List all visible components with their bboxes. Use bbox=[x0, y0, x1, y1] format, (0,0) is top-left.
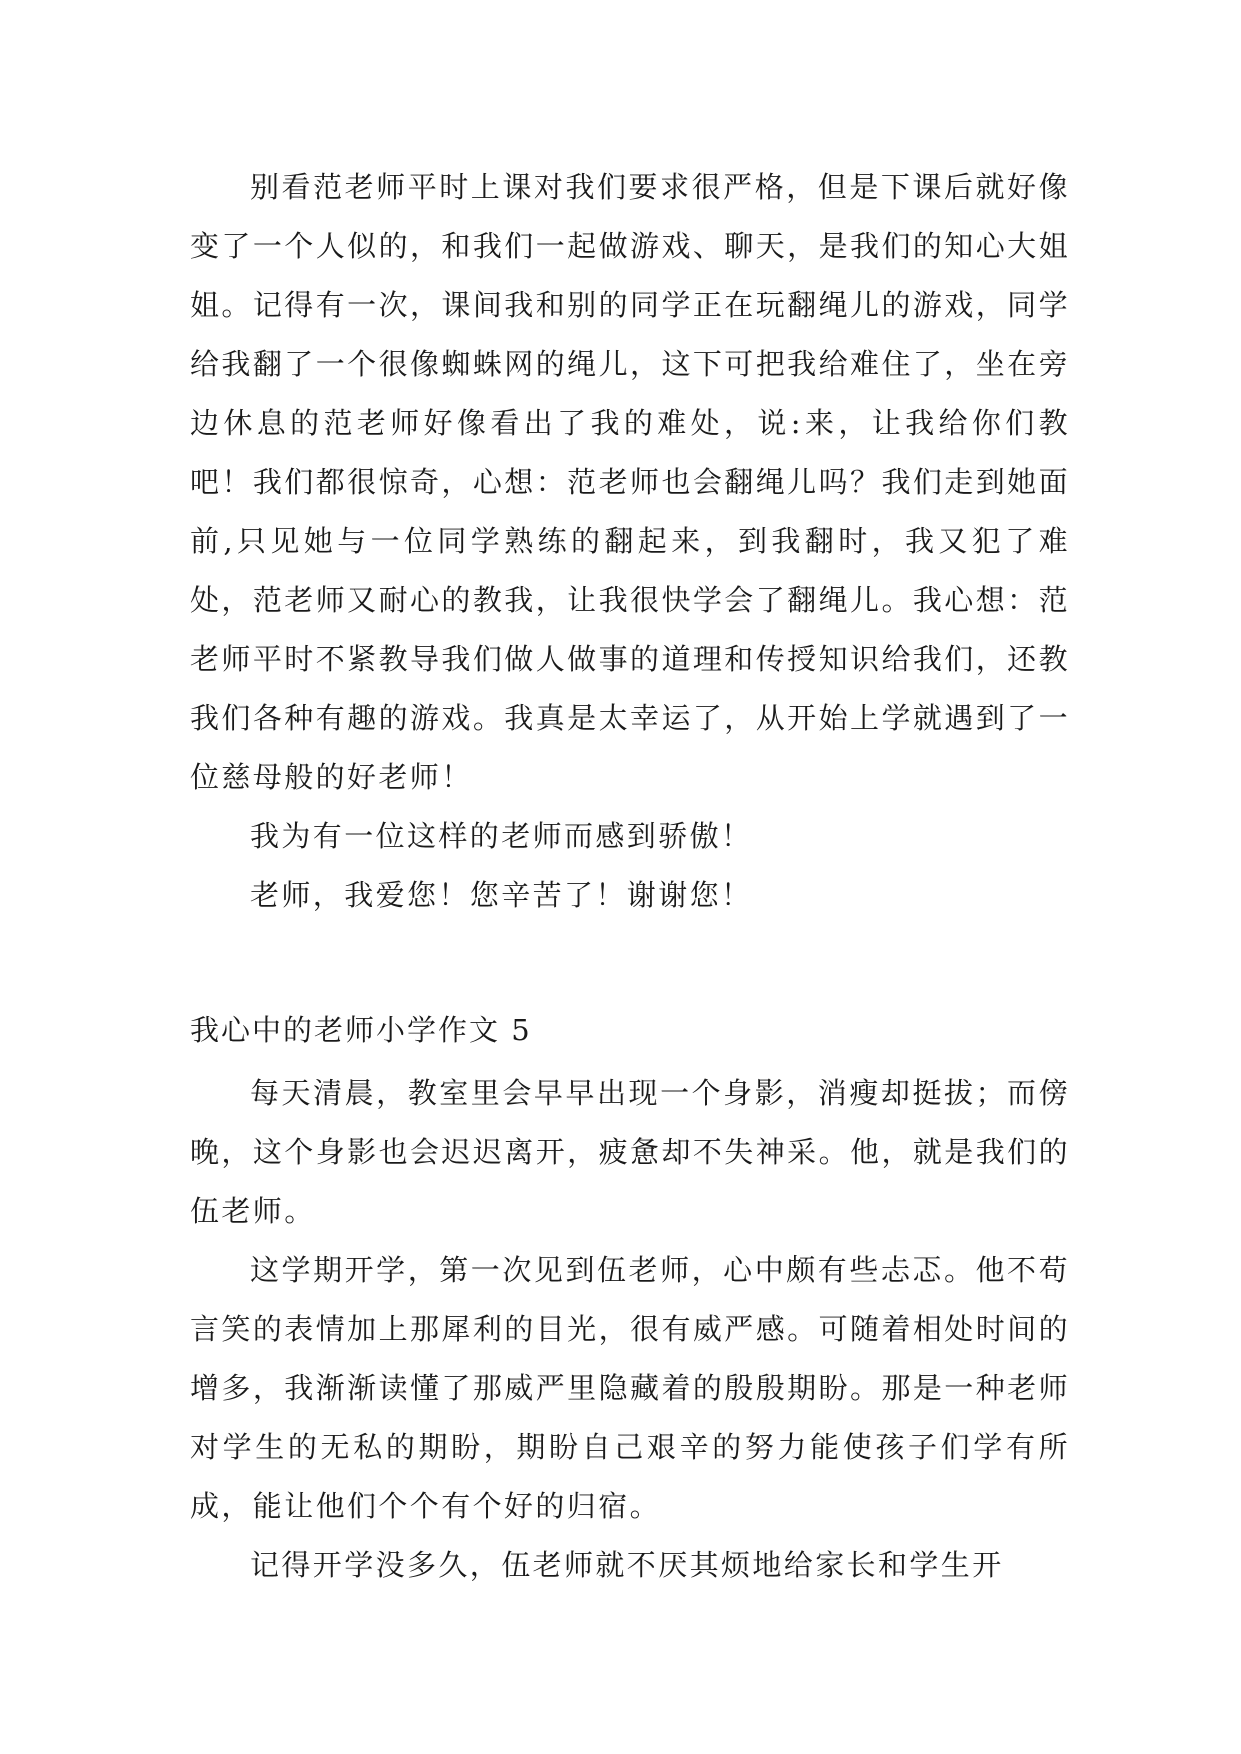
paragraph-morning-figure: 每天清晨，教室里会早早出现一个身影，消瘦却挺拔；而傍晚，这个身影也会迟迟离开，疲惫却不失神采。他，就是我们的伍老师。 bbox=[190, 1076, 1070, 1228]
paragraph-proud: 我为有一位这样的老师而感到骄傲！ bbox=[250, 819, 753, 853]
document-page bbox=[190, 158, 1070, 1595]
paragraph-teacher-fan-games: 别看范老师平时上课对我们要求很严格，但是下课后就好像变了一个人似的，和我们一起做游戏、聊天，是我们的知心大姐姐。记得有一次，课间我和别的同学正在玩翻绳儿的游戏，同学给我翻了一个很像蜘蛛网的绳儿，这下可把我给难住了，坐在旁边休息的范老师好像看出了我的难处，说:来，让我给你们教吧！我们都很惊奇，心想：范老师也会翻绳儿吗？我们走到她面前,只见她与一位同学熟练的翻起来，到我翻时，我又犯了难处，范老师又耐心的教我，让我很快学会了翻绳儿。我心想：范老师平时不紧教导我们做人做事的道理和传授知识给我们，还教我们各种有趣的游戏。我真是太幸运了，从开始上学就遇到了一位慈母般的好老师！ bbox=[190, 170, 1070, 794]
paragraph-thanks: 老师，我爱您！您辛苦了！谢谢您！ bbox=[250, 878, 753, 912]
essay-heading: 我心中的老师小学作文 5 bbox=[190, 1013, 532, 1047]
paragraph-school-start: 记得开学没多久，伍老师就不厌其烦地给家长和学生开 bbox=[250, 1548, 1004, 1582]
paragraph-first-meeting: 这学期开学，第一次见到伍老师，心中颇有些忐忑。他不苟言笑的表情加上那犀利的目光，很有威严感。可随着相处时间的增多，我渐渐读懂了那威严里隐藏着的殷殷期盼。那是一种老师对学生的无私的期盼，期盼自己艰辛的努力能使孩子们学有所成，能让他们个个有个好的归宿。 bbox=[190, 1253, 1070, 1523]
